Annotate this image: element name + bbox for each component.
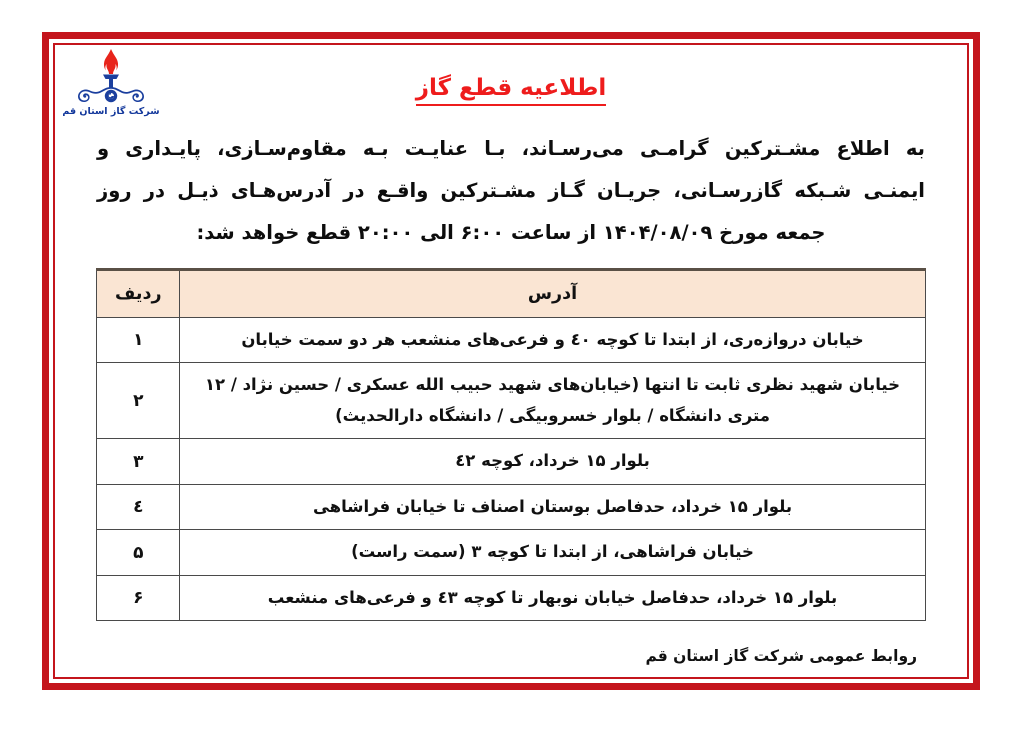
table-header	[97, 269, 925, 317]
notice-content	[49, 39, 973, 683]
footer-signature: روابط عمومی شرکت گاز استان قم	[645, 647, 917, 666]
intro-line-2: ایمنـی شـبکه گازرسـانی، جریـان گـاز مشـترکین واقـع در آدرس‌هـای ذیـل در روز	[97, 178, 925, 202]
cell-address: بلوار ۱۵ خرداد، کوچه ٤۲	[180, 439, 925, 485]
intro-line-1: به اطلاع مشـترکین گرامـی می‌رسـاند، بـا عنایـت بـه مقاوم‌سـازی، پایـداری و	[97, 137, 925, 160]
cell-index: ۲	[97, 363, 180, 439]
table-row	[97, 484, 925, 530]
cell-index: ۵	[97, 530, 180, 576]
company-logo	[59, 47, 163, 117]
table-body	[97, 317, 925, 621]
nigc-flame-logo-icon	[75, 47, 147, 105]
intro-line-3: جمعه مورخ ۱۴۰۴/۰۸/۰۹ از ساعت ۶:۰۰ الی ۲۰:۰۰ قطع خواهد شد:	[196, 220, 826, 244]
table-row	[97, 575, 925, 621]
page-title: اطلاعیه قطع گاز	[416, 75, 607, 106]
table-row	[97, 439, 925, 485]
column-header-index: ردیف	[97, 269, 180, 317]
cell-index: ٤	[97, 484, 180, 530]
column-header-address: آدرس	[180, 269, 925, 317]
cell-index: ۶	[97, 575, 180, 621]
intro-paragraph	[97, 128, 925, 254]
table-row	[97, 363, 925, 439]
cell-address: خیابان فراشاهی، از ابتدا تا کوچه ۳ (سمت راست)	[180, 530, 925, 576]
logo-caption: شرکت گاز استان قم	[62, 106, 160, 117]
cell-address: بلوار ۱۵ خرداد، حدفاصل بوستان اصناف تا خیابان فراشاهی	[180, 484, 925, 530]
address-table	[96, 268, 925, 622]
cell-address: بلوار ۱۵ خرداد، حدفاصل خیابان نوبهار تا کوچه ٤۳ و فرعی‌های منشعب	[180, 575, 925, 621]
cell-address: خیابان دروازه‌ری، از ابتدا تا کوچه ٤٠ و فرعی‌های منشعب هر دو سمت خیابان	[180, 317, 925, 363]
title-area	[79, 53, 943, 112]
cell-index: ۳	[97, 439, 180, 485]
table-row	[97, 317, 925, 363]
cell-address: خیابان شهید نظری ثابت تا انتها (خیابان‌های شهید حبیب الله عسکری / حسین نژاد / ۱۲ متری دانشگاه / بلوار خسروبیگی / دانشگاه دارالحدیث)	[180, 363, 925, 439]
table-header-row	[97, 269, 925, 317]
notice-frame	[42, 32, 980, 690]
table-row	[97, 530, 925, 576]
cell-index: ۱	[97, 317, 180, 363]
